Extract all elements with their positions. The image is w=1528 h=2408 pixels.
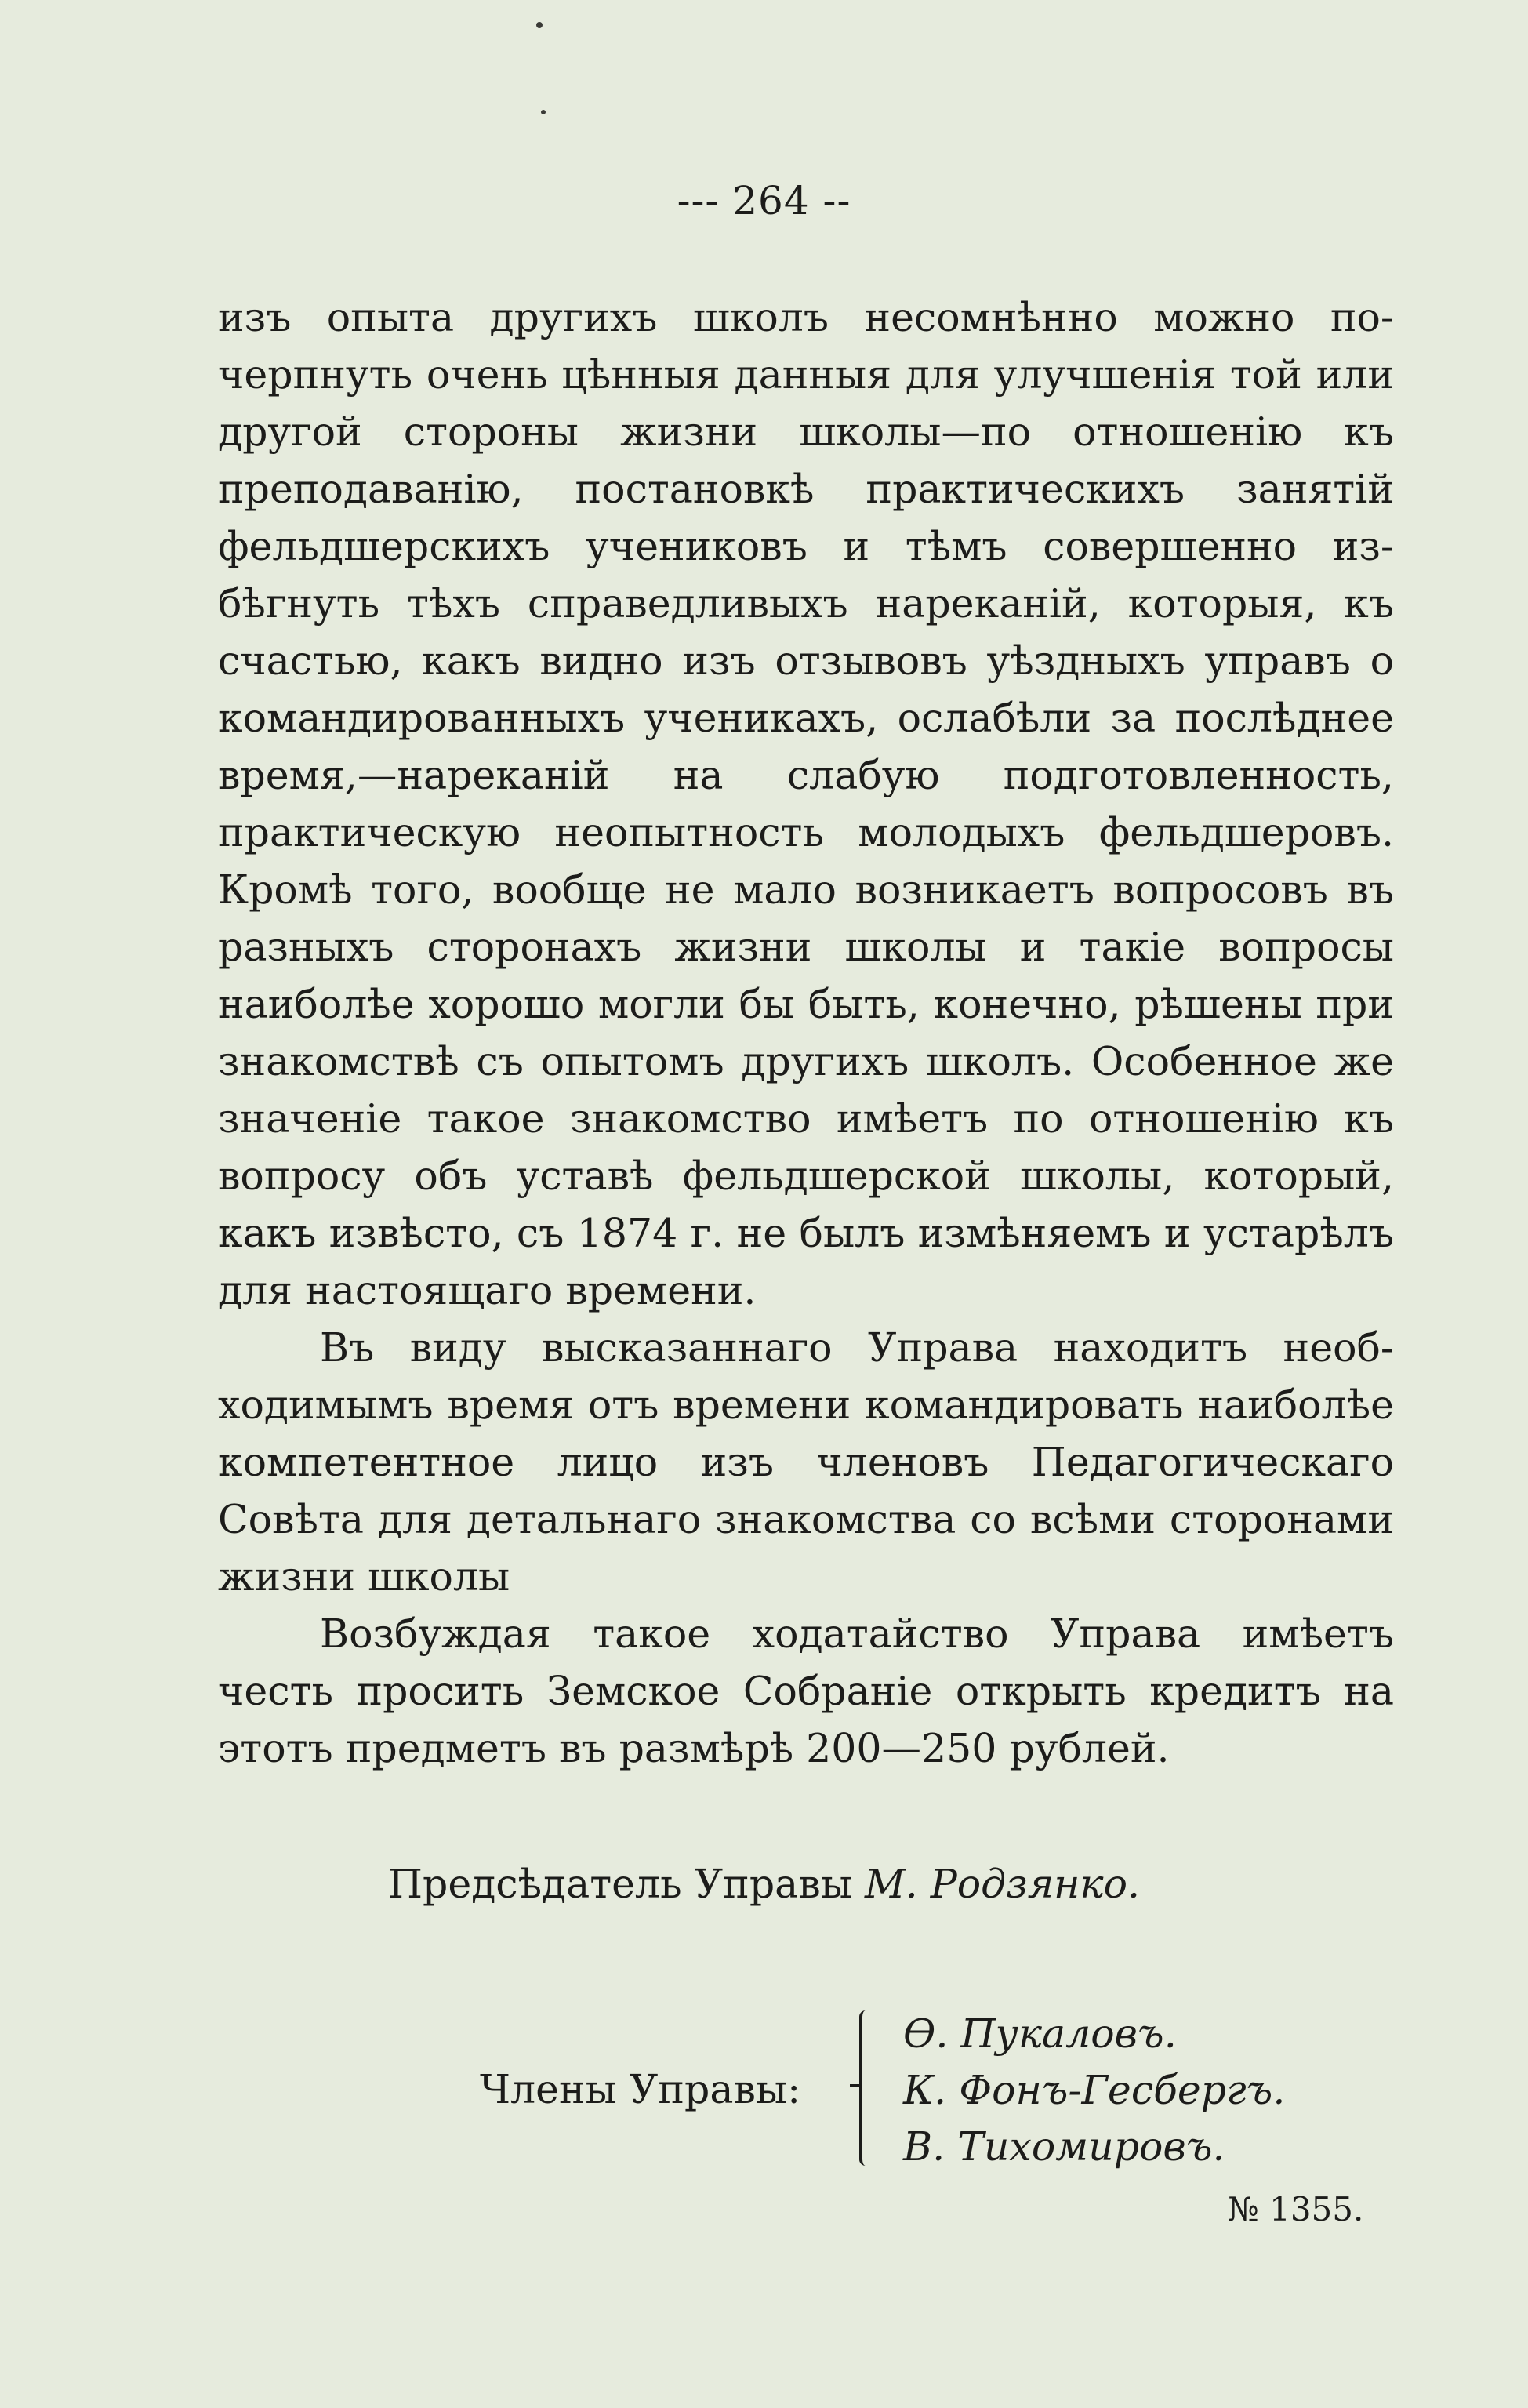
member-name: Ѳ. Пукаловъ.: [903, 2010, 1177, 2057]
paragraph: Въ виду высказаннаго Управа находитъ необходимымъ время отъ времени командировать наиболѣе компетентное лицо изъ членовъ Педагогическаго Совѣта для детальнаго знакомства со всѣми сторонами жизни школы: [218, 1324, 1394, 1600]
body-text: [218, 289, 1394, 1777]
paragraph: Возбуждая такое ходатайство Управа имѣетъ честь просить Земское Собраніе открыть кредитъ на этотъ предметъ въ размѣрѣ 200—250 рублей.: [218, 1611, 1394, 1771]
members-label: Члены Управы:: [480, 2066, 801, 2112]
page-number: --- 264 --: [677, 178, 851, 223]
member-list: [903, 2006, 1285, 2175]
brace-icon: [859, 2010, 873, 2166]
paragraph: изъ опыта другихъ школъ несомнѣнно можно почерпнуть очень цѣнныя данныя для улучшенія той или другой стороны жизни школы—по отношенію къ преподаванію, постановкѣ практическихъ занятій фельдшерскихъ учениковъ и тѣмъ совершенно избѣгнуть тѣхъ справедливыхъ нареканій, которыя, къ счастью, какъ видно изъ отзывовъ уѣздныхъ управъ о командированныхъ ученикахъ, ослабѣли за послѣднее время,—нареканій на слабую подготовленность, практическую неопытность молодыхъ фельдшеровъ. Кромѣ того, вообще не мало возникаетъ вопросовъ въ разныхъ сторонахъ жизни школы и такіе вопросы наиболѣе хорошо могли бы быть, конечно, рѣшены при знакомствѣ съ опытомъ другихъ школъ. Особенное же значеніе такое знакомство имѣетъ по отношенію къ вопросу объ уставѣ фельдшерской школы, который, какъ извѣсто, съ 1874 г. не былъ измѣняемъ и устарѣлъ для настоящаго времени.: [218, 294, 1394, 1313]
ink-speck: [541, 110, 546, 114]
document-number: № 1355.: [1228, 2190, 1364, 2228]
chairman-title: Предсѣдатель Управы: [387, 1861, 852, 1907]
member-name: В. Тихомировъ.: [903, 2123, 1225, 2170]
chairman-name: М. Родзянко.: [864, 1861, 1141, 1907]
members-signature-block: [480, 2006, 1381, 2170]
brace-tip: [850, 2084, 861, 2087]
ink-speck: [536, 22, 543, 28]
member-name: К. Фонъ-Гесбергъ.: [903, 2067, 1286, 2113]
chairman-signature: [0, 1857, 1528, 1912]
